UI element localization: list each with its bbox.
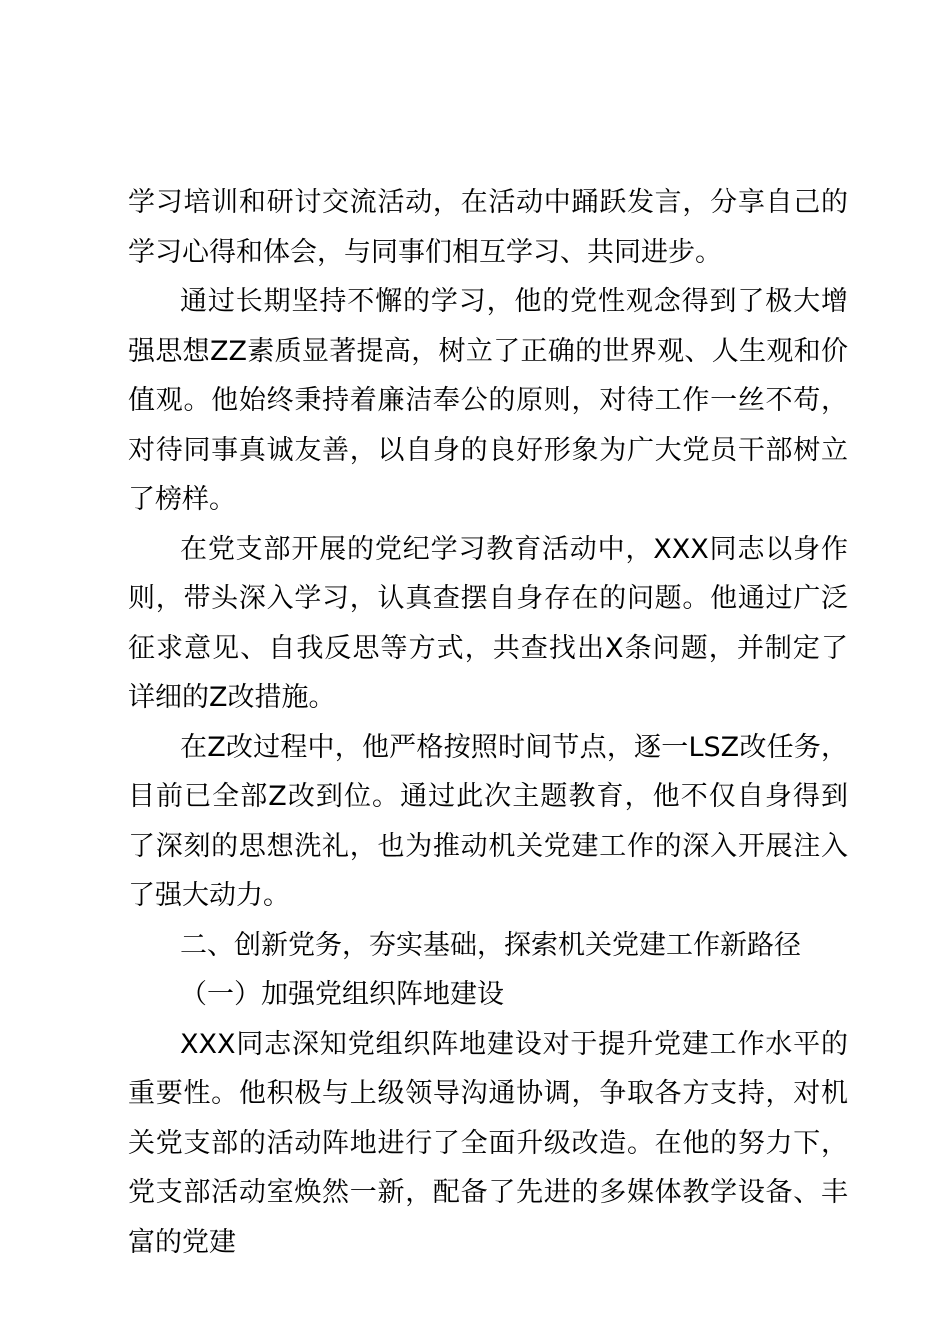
subsection-heading: （一）加强党组织阵地建设 bbox=[180, 979, 504, 1010]
paragraph-rectification: 在Z改过程中，他严格按照时间节点，逐一LSZ改任务，目前已全部Z改到位。通过此次主题教育，他不仅自身得到了深刻的思想洗礼，也为推动机关党建工作的深入开展注入了强大动力。 bbox=[128, 731, 848, 911]
paragraph-study-results: 通过长期坚持不懈的学习，他的党性观念得到了极大增强思想ZZ素质显著提高，树立了正确的世界观、人生观和价值观。他始终秉持着廉洁奉公的原则，对待工作一丝不苟，对待同事真诚友善，以自身的良好形象为广大党员干部树立了榜样。 bbox=[128, 286, 848, 515]
section-heading: 二、创新党务，夯实基础，探索机关党建工作新路径 bbox=[180, 929, 801, 961]
document-body bbox=[128, 178, 848, 1267]
paragraph-discipline-education: 在党支部开展的党纪学习教育活动中，XXX同志以身作则，带头深入学习，认真查摆自身存在的问题。他通过广泛征求意见、自我反思等方式，共查找出X条问题，并制定了详细的Z改措施。 bbox=[128, 533, 848, 713]
paragraph-continued: 学习培训和研讨交流活动，在活动中踊跃发言，分享自己的学习心得和体会，与同事们相互学习、共同进步。 bbox=[128, 187, 848, 268]
paragraph-position-building: XXX同志深知党组织阵地建设对于提升党建工作水平的重要性。他积极与上级领导沟通协调，争取各方支持，对机关党支部的活动阵地进行了全面升级改造。在他的努力下，党支部活动室焕然一新，配备了先进的多媒体教学设备、丰富的党建 bbox=[128, 1028, 848, 1258]
